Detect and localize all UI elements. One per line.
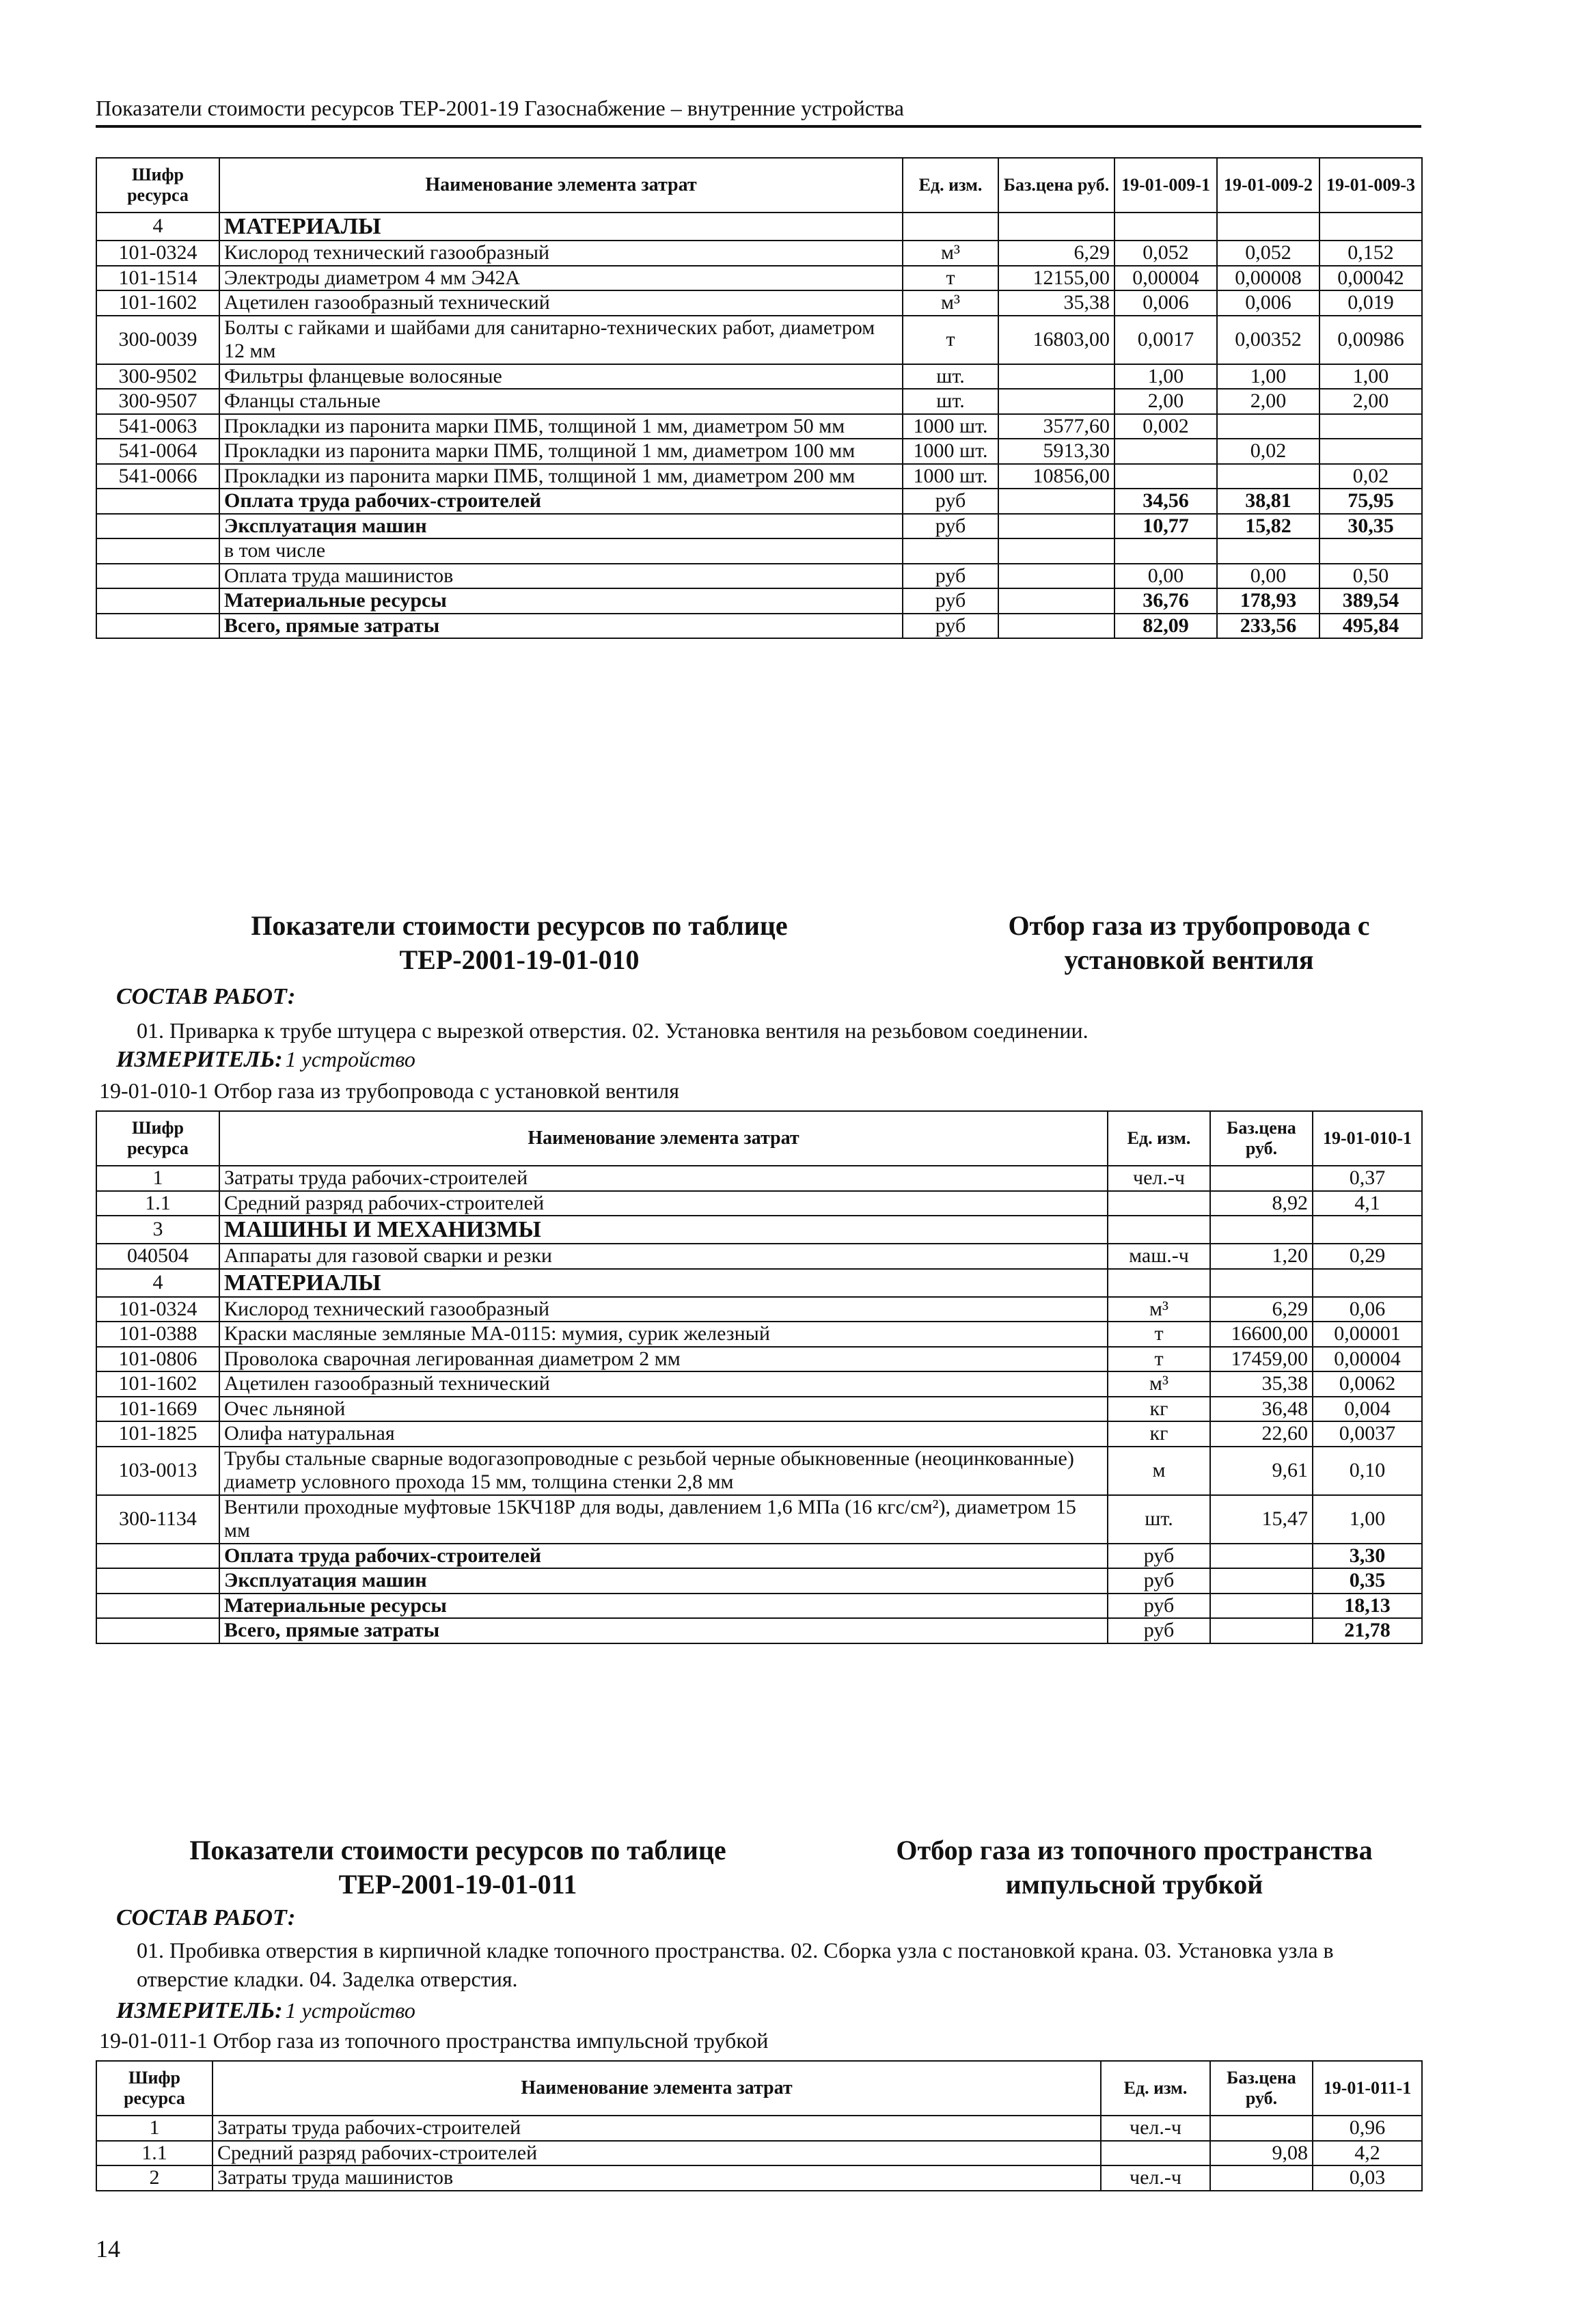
cell-unit: т (1108, 1322, 1210, 1347)
cell-code: 300-9502 (96, 364, 219, 389)
cell-price: 16600,00 (1210, 1322, 1313, 1347)
cell-name: Затраты труда рабочих-строителей (219, 1166, 1108, 1191)
cell-value: 0,002 (1114, 414, 1217, 439)
cell-unit: м (1108, 1447, 1210, 1495)
table-row (96, 1447, 1422, 1495)
cell-value: 0,02 (1319, 464, 1422, 489)
table-row (96, 389, 1422, 414)
cell-name: Прокладки из паронита марки ПМБ, толщиной 1 мм, диаметром 100 мм (219, 439, 903, 464)
izmeritel-value: 1 устройство (285, 1047, 415, 1071)
cell-value: 0,152 (1319, 241, 1422, 266)
cell-code: 541-0064 (96, 439, 219, 464)
cell-name: Кислород технический газообразный (219, 1297, 1108, 1322)
header-divider (96, 125, 1421, 128)
col-header-price: Баз.цена руб. (1210, 1111, 1313, 1166)
cell-price: 15,47 (1210, 1495, 1313, 1544)
cell-value: 0,019 (1319, 290, 1422, 316)
cell-value (1319, 439, 1422, 464)
code-line-011: 19-01-011-1 Отбор газа из топочного пространства импульсной трубкой (99, 2028, 769, 2053)
cell-code: 1.1 (96, 2141, 213, 2166)
table-row (96, 564, 1422, 589)
cell-price: 10856,00 (998, 464, 1114, 489)
cell-code (96, 614, 219, 639)
cell-value: 1,00 (1313, 1495, 1422, 1544)
cell-value: 0,00 (1217, 564, 1319, 589)
cell-name: Средний разряд рабочих-строителей (219, 1191, 1108, 1216)
cell-unit: т (903, 266, 998, 291)
cell-value: 0,00008 (1217, 266, 1319, 291)
cell-value: 2,00 (1114, 389, 1217, 414)
cell-value: 0,052 (1217, 241, 1319, 266)
cell-name: Оплата труда машинистов (219, 564, 903, 589)
cell-price (998, 389, 1114, 414)
table-row (96, 538, 1422, 564)
col-header-variant-2: 19-01-009-2 (1217, 158, 1319, 213)
cell-unit: т (1108, 1347, 1210, 1372)
cell-unit: 1000 шт. (903, 439, 998, 464)
table-row (96, 588, 1422, 614)
section-subtitle-011: Отбор газа из топочного пространства импульсной трубкой (896, 1835, 1373, 1900)
cell-price: 16803,00 (998, 316, 1114, 364)
cell-name: Прокладки из паронита марки ПМБ, толщиной 1 мм, диаметром 200 мм (219, 464, 903, 489)
cell-price (998, 614, 1114, 639)
cell-value: 4,2 (1313, 2141, 1422, 2166)
cell-name: МАШИНЫ И МЕХАНИЗМЫ (219, 1216, 1108, 1244)
cell-price (998, 514, 1114, 539)
table-row (96, 1421, 1422, 1447)
cell-price (1210, 1544, 1313, 1569)
sostav-text-011: 01. Пробивка отверстия в кирпичной кладке топочного пространства. 02. Сборка узла с постановкой крана. 03. Установка узла в отверстие кладки. 04. Заделка отверстия. (137, 1938, 1334, 1991)
cell-value: 0,00001 (1313, 1322, 1422, 1347)
table-19-01-010 (96, 1110, 1423, 1644)
cell-value: 0,50 (1319, 564, 1422, 589)
cell-price (1210, 1594, 1313, 1619)
cell-value: 0,0062 (1313, 1371, 1422, 1397)
cell-code: 1.1 (96, 1191, 219, 1216)
cell-value: 0,00004 (1114, 266, 1217, 291)
cell-value (1114, 538, 1217, 564)
col-header-name: Наименование элемента затрат (213, 2061, 1101, 2116)
cell-unit: чел.-ч (1101, 2116, 1210, 2141)
cell-value: 0,052 (1114, 241, 1217, 266)
table-header-row (96, 2061, 1422, 2116)
page-header-title: Показатели стоимости ресурсов ТЕР-2001-19 Газоснабжение – внутренние устройства (96, 96, 904, 120)
cell-price: 8,92 (1210, 1191, 1313, 1216)
cell-value: 0,00352 (1217, 316, 1319, 364)
cell-value (1114, 464, 1217, 489)
cell-value (1319, 414, 1422, 439)
izmeritel-label: ИЗМЕРИТЕЛЬ: (116, 1998, 283, 2023)
table-row (96, 1322, 1422, 1347)
cell-price (1210, 1216, 1313, 1244)
cell-name: МАТЕРИАЛЫ (219, 213, 903, 241)
cell-value: 30,35 (1319, 514, 1422, 539)
izmeritel-010 (116, 1047, 415, 1073)
page-number: 14 (96, 2235, 120, 2263)
cell-value (1114, 439, 1217, 464)
cell-price: 3577,60 (998, 414, 1114, 439)
cell-unit: чел.-ч (1108, 1166, 1210, 1191)
cell-unit: 1000 шт. (903, 414, 998, 439)
cell-name: Оплата труда рабочих-строителей (219, 1544, 1108, 1569)
izmeritel-value: 1 устройство (285, 1998, 415, 2023)
cell-name: МАТЕРИАЛЫ (219, 1269, 1108, 1297)
cell-price (998, 364, 1114, 389)
cell-code (96, 1618, 219, 1643)
cell-value (1319, 538, 1422, 564)
cell-code: 300-9507 (96, 389, 219, 414)
table-row (96, 213, 1422, 241)
table-row (96, 1216, 1422, 1244)
cell-name: Эксплуатация машин (219, 1568, 1108, 1594)
table-row (96, 290, 1422, 316)
table-row (96, 614, 1422, 639)
table-row (96, 414, 1422, 439)
cell-name: Средний разряд рабочих-строителей (213, 2141, 1101, 2166)
cell-name: Фильтры фланцевые волосяные (219, 364, 903, 389)
cell-code: 300-0039 (96, 316, 219, 364)
cell-value: 0,37 (1313, 1166, 1422, 1191)
cell-unit: руб (903, 514, 998, 539)
cell-price (998, 489, 1114, 514)
col-header-variant-3: 19-01-009-3 (1319, 158, 1422, 213)
cell-value: 0,00004 (1313, 1347, 1422, 1372)
sostav-label-010: СОСТАВ РАБОТ: (116, 984, 296, 1009)
cell-code (96, 538, 219, 564)
cell-value: 233,56 (1217, 614, 1319, 639)
table-19-01-009 (96, 157, 1423, 639)
cell-unit (1108, 1269, 1210, 1297)
cell-unit: руб (903, 614, 998, 639)
cell-code (96, 489, 219, 514)
table-row (96, 1568, 1422, 1594)
table-row (96, 1397, 1422, 1422)
cell-code: 101-1514 (96, 266, 219, 291)
table-row (96, 439, 1422, 464)
table-row (96, 489, 1422, 514)
cell-unit: м³ (903, 290, 998, 316)
col-header-price: Баз.цена руб. (998, 158, 1114, 213)
cell-value (1114, 213, 1217, 241)
cell-code: 101-1602 (96, 290, 219, 316)
table-row (96, 1269, 1422, 1297)
cell-unit: руб (1108, 1568, 1210, 1594)
table-row (96, 1495, 1422, 1544)
cell-price (998, 538, 1114, 564)
table-row (96, 241, 1422, 266)
cell-price: 6,29 (1210, 1297, 1313, 1322)
cell-code (96, 1568, 219, 1594)
cell-price (1210, 1166, 1313, 1191)
cell-value: 75,95 (1319, 489, 1422, 514)
table-row (96, 316, 1422, 364)
cell-unit (903, 213, 998, 241)
table-row (96, 266, 1422, 291)
cell-price: 35,38 (1210, 1371, 1313, 1397)
col-header-variant-1: 19-01-009-1 (1114, 158, 1217, 213)
cell-unit: чел.-ч (1101, 2165, 1210, 2191)
cell-price (1210, 1568, 1313, 1594)
cell-price: 17459,00 (1210, 1347, 1313, 1372)
cell-value: 10,77 (1114, 514, 1217, 539)
table-row (96, 1244, 1422, 1269)
cell-unit (1101, 2141, 1210, 2166)
cell-value: 15,82 (1217, 514, 1319, 539)
cell-code: 101-1825 (96, 1421, 219, 1447)
cell-unit: м³ (1108, 1371, 1210, 1397)
cell-name: Олифа натуральная (219, 1421, 1108, 1447)
cell-value: 21,78 (1313, 1618, 1422, 1643)
cell-name: Всего, прямые затраты (219, 614, 903, 639)
col-header-variant-1: 19-01-011-1 (1313, 2061, 1422, 2116)
cell-price: 12155,00 (998, 266, 1114, 291)
cell-unit: м³ (903, 241, 998, 266)
cell-code: 040504 (96, 1244, 219, 1269)
section-subtitle-010: Отбор газа из трубопровода с установкой вентиля (1008, 910, 1370, 975)
cell-name: Проволока сварочная легированная диаметром 2 мм (219, 1347, 1108, 1372)
cell-value: 1,00 (1319, 364, 1422, 389)
cell-unit (1108, 1216, 1210, 1244)
cell-code: 103-0013 (96, 1447, 219, 1495)
cell-value: 4,1 (1313, 1191, 1422, 1216)
cell-value: 34,56 (1114, 489, 1217, 514)
cell-value: 36,76 (1114, 588, 1217, 614)
table-row (96, 2165, 1422, 2191)
col-header-unit: Ед. изм. (1108, 1111, 1210, 1166)
cell-value: 178,93 (1217, 588, 1319, 614)
col-header-name: Наименование элемента затрат (219, 158, 903, 213)
cell-value: 0,35 (1313, 1568, 1422, 1594)
cell-unit: 1000 шт. (903, 464, 998, 489)
col-header-code: Шифр ресурса (96, 2061, 213, 2116)
cell-value: 0,0037 (1313, 1421, 1422, 1447)
cell-unit: кг (1108, 1421, 1210, 1447)
cell-code (96, 1594, 219, 1619)
table-row (96, 2141, 1422, 2166)
table-row (96, 1371, 1422, 1397)
cell-value: 0,96 (1313, 2116, 1422, 2141)
cell-code: 1 (96, 1166, 219, 1191)
cell-value: 2,00 (1217, 389, 1319, 414)
cell-code: 101-1602 (96, 1371, 219, 1397)
col-header-unit: Ед. изм. (903, 158, 998, 213)
cell-unit: шт. (903, 364, 998, 389)
cell-price: 9,61 (1210, 1447, 1313, 1495)
cell-name: Оплата труда рабочих-строителей (219, 489, 903, 514)
cell-price: 35,38 (998, 290, 1114, 316)
cell-name: Ацетилен газообразный технический (219, 290, 903, 316)
izmeritel-011 (116, 1998, 415, 2024)
cell-value (1319, 213, 1422, 241)
sostav-label-011: СОСТАВ РАБОТ: (116, 1905, 296, 1930)
cell-name: Эксплуатация машин (219, 514, 903, 539)
cell-unit: руб (903, 564, 998, 589)
cell-unit (903, 538, 998, 564)
cell-price (1210, 2116, 1313, 2141)
cell-price (998, 564, 1114, 589)
section-title-010: Показатели стоимости ресурсов по таблице ТЕР-2001-19-01-010 (251, 910, 788, 975)
cell-unit: руб (903, 588, 998, 614)
cell-value: 0,00042 (1319, 266, 1422, 291)
cell-unit: т (903, 316, 998, 364)
cell-price: 5913,30 (998, 439, 1114, 464)
table-header-row (96, 158, 1422, 213)
cell-price (998, 588, 1114, 614)
cell-unit (1108, 1191, 1210, 1216)
table-row (96, 1297, 1422, 1322)
cell-code: 541-0063 (96, 414, 219, 439)
cell-value: 2,00 (1319, 389, 1422, 414)
cell-name: Материальные ресурсы (219, 1594, 1108, 1619)
col-header-code: Шифр ресурса (96, 158, 219, 213)
table-19-01-011 (96, 2060, 1423, 2191)
cell-unit: кг (1108, 1397, 1210, 1422)
table-row (96, 1544, 1422, 1569)
cell-value: 0,006 (1114, 290, 1217, 316)
table-row (96, 1594, 1422, 1619)
cell-price: 1,20 (1210, 1244, 1313, 1269)
cell-name: Всего, прямые затраты (219, 1618, 1108, 1643)
cell-code: 2 (96, 2165, 213, 2191)
cell-name: Электроды диаметром 4 мм Э42А (219, 266, 903, 291)
cell-value: 1,00 (1217, 364, 1319, 389)
cell-value: 495,84 (1319, 614, 1422, 639)
cell-name: Затраты труда машинистов (213, 2165, 1101, 2191)
cell-unit: руб (1108, 1544, 1210, 1569)
cell-price: 6,29 (998, 241, 1114, 266)
cell-price (1210, 1618, 1313, 1643)
cell-value (1217, 414, 1319, 439)
code-line-010: 19-01-010-1 Отбор газа из трубопровода с установкой вентиля (99, 1078, 679, 1103)
cell-name: Краски масляные земляные МА-0115: мумия, сурик железный (219, 1322, 1108, 1347)
cell-name: Очес льняной (219, 1397, 1108, 1422)
cell-code: 541-0066 (96, 464, 219, 489)
cell-price (1210, 2165, 1313, 2191)
table-row (96, 1618, 1422, 1643)
col-header-variant-1: 19-01-010-1 (1313, 1111, 1422, 1166)
cell-value (1217, 538, 1319, 564)
cell-name: Вентили проходные муфтовые 15КЧ18Р для воды, давлением 1,6 МПа (16 кгс/см²), диаметром 15 мм (219, 1495, 1108, 1544)
cell-value: 0,006 (1217, 290, 1319, 316)
cell-value: 18,13 (1313, 1594, 1422, 1619)
cell-value: 0,02 (1217, 439, 1319, 464)
col-header-name: Наименование элемента затрат (219, 1111, 1108, 1166)
cell-value: 389,54 (1319, 588, 1422, 614)
cell-name: Аппараты для газовой сварки и резки (219, 1244, 1108, 1269)
cell-code: 101-1669 (96, 1397, 219, 1422)
cell-value: 0,0017 (1114, 316, 1217, 364)
table-row (96, 2116, 1422, 2141)
cell-code: 3 (96, 1216, 219, 1244)
cell-code: 101-0324 (96, 241, 219, 266)
cell-value: 1,00 (1114, 364, 1217, 389)
cell-price: 9,08 (1210, 2141, 1313, 2166)
cell-code: 101-0388 (96, 1322, 219, 1347)
cell-unit: шт. (1108, 1495, 1210, 1544)
col-header-price: Баз.цена руб. (1210, 2061, 1313, 2116)
cell-name: Болты с гайками и шайбами для санитарно-технических работ, диаметром 12 мм (219, 316, 903, 364)
cell-name: Материальные ресурсы (219, 588, 903, 614)
cell-value: 38,81 (1217, 489, 1319, 514)
cell-name: Кислород технический газообразный (219, 241, 903, 266)
cell-value: 0,10 (1313, 1447, 1422, 1495)
cell-value: 0,00986 (1319, 316, 1422, 364)
cell-code (96, 514, 219, 539)
izmeritel-label: ИЗМЕРИТЕЛЬ: (116, 1047, 283, 1072)
cell-unit: м³ (1108, 1297, 1210, 1322)
cell-unit: руб (1108, 1618, 1210, 1643)
cell-value (1217, 464, 1319, 489)
cell-name: Прокладки из паронита марки ПМБ, толщиной 1 мм, диаметром 50 мм (219, 414, 903, 439)
cell-code (96, 564, 219, 589)
cell-code: 4 (96, 213, 219, 241)
table-row (96, 464, 1422, 489)
cell-value: 0,03 (1313, 2165, 1422, 2191)
cell-code: 101-0806 (96, 1347, 219, 1372)
cell-unit: руб (903, 489, 998, 514)
section-title-011: Показатели стоимости ресурсов по таблице ТЕР-2001-19-01-011 (189, 1835, 726, 1900)
cell-code: 300-1134 (96, 1495, 219, 1544)
cell-code: 1 (96, 2116, 213, 2141)
cell-name: Фланцы стальные (219, 389, 903, 414)
table-row (96, 1166, 1422, 1191)
cell-unit: руб (1108, 1594, 1210, 1619)
cell-name: Ацетилен газообразный технический (219, 1371, 1108, 1397)
cell-value (1313, 1269, 1422, 1297)
cell-value: 0,29 (1313, 1244, 1422, 1269)
table-row (96, 1191, 1422, 1216)
cell-name: Затраты труда рабочих-строителей (213, 2116, 1101, 2141)
cell-value: 3,30 (1313, 1544, 1422, 1569)
cell-value: 0,004 (1313, 1397, 1422, 1422)
cell-value: 82,09 (1114, 614, 1217, 639)
table-row (96, 1347, 1422, 1372)
cell-name: Трубы стальные сварные водогазопроводные с резьбой черные обыкновенные (неоцинкованные) диаметр условного прохода 15 мм, толщина стенки 2,8 мм (219, 1447, 1108, 1495)
cell-price (1210, 1269, 1313, 1297)
cell-value: 0,06 (1313, 1297, 1422, 1322)
table-row (96, 514, 1422, 539)
table-row (96, 364, 1422, 389)
table-header-row (96, 1111, 1422, 1166)
cell-value: 0,00 (1114, 564, 1217, 589)
cell-code (96, 588, 219, 614)
col-header-code: Шифр ресурса (96, 1111, 219, 1166)
cell-code: 4 (96, 1269, 219, 1297)
cell-price (998, 213, 1114, 241)
cell-code (96, 1544, 219, 1569)
cell-name: в том числе (219, 538, 903, 564)
cell-value (1313, 1216, 1422, 1244)
cell-price: 22,60 (1210, 1421, 1313, 1447)
cell-value (1217, 213, 1319, 241)
cell-unit: шт. (903, 389, 998, 414)
cell-price: 36,48 (1210, 1397, 1313, 1422)
cell-code: 101-0324 (96, 1297, 219, 1322)
cell-unit: маш.-ч (1108, 1244, 1210, 1269)
col-header-unit: Ед. изм. (1101, 2061, 1210, 2116)
sostav-text-010: 01. Приварка к трубе штуцера с вырезкой отверстия. 02. Установка вентиля на резьбовом соединении. (137, 1018, 1089, 1043)
